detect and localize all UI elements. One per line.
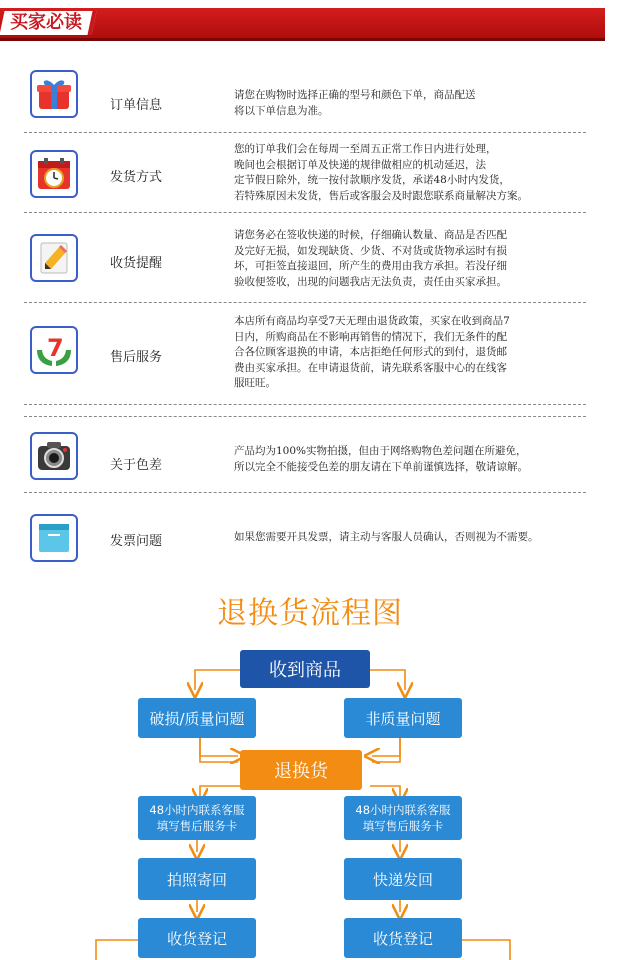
flow-contact-left	[138, 796, 256, 840]
row-label: 订单信息	[110, 98, 163, 113]
svg-text:7: 7	[47, 334, 64, 362]
desc-line: 所以完全不能接受色差的朋友请在下单前谨慎选择，敬请谅解。	[234, 460, 528, 473]
desc-line: 晚间也会根据订单及快递的规律做相应的机动延迟，法	[234, 158, 486, 171]
header-title: 买家必读	[10, 12, 82, 33]
desc-line: 将以下单信息为准。	[234, 104, 329, 117]
desc-line: 验收便签收，出现的问题我店无法负责，责任由买家承担。	[234, 275, 507, 288]
desc-line: 如果您需要开具发票，请主动与客服人员确认，否则视为不需要。	[234, 531, 539, 543]
flow-title: 退换货流程图	[217, 596, 403, 631]
row-label: 售后服务	[110, 350, 163, 365]
desc-line: 日内，所购商品在不影响再销售的情况下，我们无条件的配	[234, 330, 507, 343]
desc-line: 您的订单我们会在每周一至周五正常工作日内进行处理，	[234, 143, 497, 155]
flow-branch-non-quality: 非质量问题	[344, 698, 462, 738]
flow-branch-damaged: 破损/质量问题	[138, 698, 256, 738]
desc-line: 定节假日除外，统一按付款顺序发货，承诺48小时内发货，	[234, 174, 510, 186]
contact-line: 48小时内联系客服	[149, 803, 245, 817]
flow-step-register-left: 收货登记	[138, 918, 256, 958]
desc-line: 若特殊原因未发货，售后或客服会及时跟您联系商量解决方案。	[234, 189, 528, 202]
desc-line: 本店所有商品均享受7天无理由退货政策，买家在收到商品7	[234, 315, 510, 327]
contact-line: 填写售后服务卡	[156, 819, 238, 833]
flow-contact-right	[344, 796, 462, 840]
desc-line: 请您务必在签收快递的时候，仔细确认数量、商品是否匹配	[234, 229, 507, 241]
row-label: 发票问题	[110, 534, 163, 549]
flow-step-register-right: 收货登记	[344, 918, 462, 958]
desc-line: 坏，可拒签直接退回，所产生的费用由我方承担。若没仔细	[234, 260, 507, 272]
contact-line: 填写售后服务卡	[362, 819, 444, 833]
desc-line: 请您在购物时选择正确的型号和颜色下单，商品配送	[234, 89, 476, 101]
flow-step-received: 收到商品	[240, 650, 370, 688]
desc-line: 产品均为100%实物拍摄，但由于网络购物色差问题在所避免，	[234, 445, 527, 457]
desc-line: 及完好无损，如发现缺货、少货、不对货或货物承运时有损	[234, 244, 507, 257]
contact-line: 48小时内联系客服	[355, 803, 451, 817]
row-label: 收货提醒	[110, 256, 163, 271]
desc-line: 合各位顾客退换的申请，本店拒绝任何形式的到付，退货邮	[234, 346, 507, 358]
row-label: 发货方式	[110, 170, 163, 185]
row-label: 关于色差	[110, 458, 163, 473]
flow-step-photo-return: 拍照寄回	[138, 858, 256, 900]
flow-step-exchange: 退换货	[240, 750, 362, 790]
desc-line: 费由买家承担。在申请退货前，请先联系客服中心的在线客	[234, 361, 507, 374]
flow-step-courier-return: 快递发回	[344, 858, 462, 900]
desc-line: 服旺旺。	[234, 377, 276, 389]
